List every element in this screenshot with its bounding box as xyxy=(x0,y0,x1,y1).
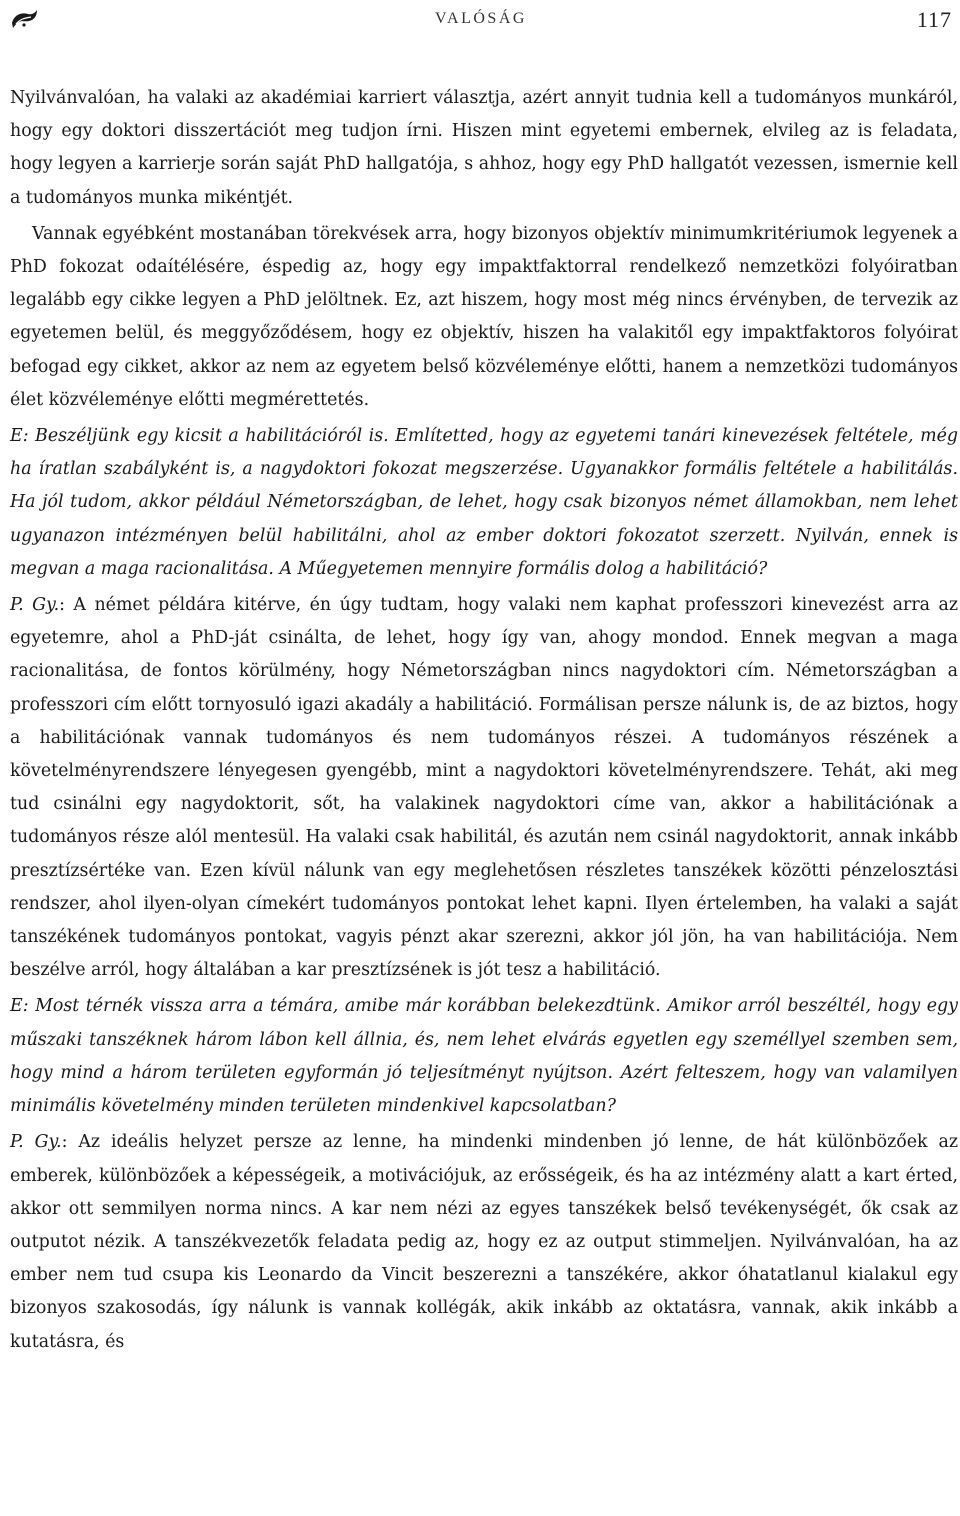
page-number: 117 xyxy=(916,7,952,32)
paragraph-2 xyxy=(10,218,958,417)
paragraph-1 xyxy=(10,82,958,215)
answer-text: : Az ideális helyzet persze az lenne, ha mindenki mindenben jó lenne, de hát különbözőek az emberek, különbözőek a képességeik, a motivációjuk, az erősségeik, és ha az intézmény alatt a kart érted, akkor ott semmilyen norma nincs. A kar nem nézi az egyes tanszékek belső tevékenységét, ők csak az outputot nézik. A tanszékvezetők feladata pedig az, hogy ez az output stimmeljen. Nyilvánvalóan, ha az ember nem tud csupa kis Leonardo da Vincit beszerezni a tanszékére, akkor óhatatlanul kialakul egy bizonyos szakosodás, így nálunk is vannak kollégák, akik inkább az oktatásra, vannak, akik inkább a kutatásra, és xyxy=(10,1132,958,1352)
speaker-label: P. Gy. xyxy=(10,595,60,616)
paragraph-text: Vannak egyébként mostanában törekvések arra, hogy bizonyos objektív minimumkritériumok legyenek a PhD fokozat odaítélésére, éspedig az, hogy egy impaktfaktorral rendelkező nemzetközi folyóiratban legalább egy cikke legyen a PhD jelöltnek. Ez, azt hiszem, hogy most még nincs érvényben, de tervezik az egyetemen belül, és meggyőződésem, hogy ez objektív, hiszen ha valakitől egy impaktfaktoros folyóirat befogad egy cikket, akkor az nem az egyetem belső közvéleménye előtti, hanem a nemzetközi tudományos élet közvéleménye előtti megmérettetés. xyxy=(10,223,958,410)
speaker-label: P. Gy. xyxy=(10,1132,62,1153)
running-title: VALÓSÁG xyxy=(435,10,527,27)
page-body xyxy=(10,82,958,1362)
question-text: E: Beszéljünk egy kicsit a habilitációról is. Említetted, hogy az egyetemi tanári kinevezések feltétele, még ha íratlan szabályként is, a nagydoktori fokozat megszerzése. Ugyanakkor formális feltétele a habilitálás. Ha jól tudom, akkor például Németországban, de lehet, hogy csak bizonyos német államokban, nem lehet ugyanazon intézményen belül habilitálni, ahol az ember doktori fokozatot szerzett. Nyilván, ennek is megvan a maga racionalitása. A Műegyetemen mennyire formális dolog a habilitáció? xyxy=(10,426,958,579)
interviewee-answer-1 xyxy=(10,589,958,987)
answer-text: : A német példára kitérve, én úgy tudtam, hogy valaki nem kaphat professzori kinevezést arra az egyetemre, ahol a PhD-ját csinálta, de lehet, hogy így van, ahogy mondod. Ennek megvan a maga racionalitása, de fontos körülmény, hogy Németországban nincs nagydoktori cím. Németországban a professzori cím előtt tornyosuló igazi akadály a habilitáció. Formálisan persze nálunk is, de az biztos, hogy a habilitációnak vannak tudományos és nem tudományos részei. A tudományos részének a követelményrendszere lényegesen gyengébb, mint a nagydoktori követelményrendszere. Tehát, aki meg tud csinálni egy nagydoktorit, sőt, ha valakinek nagydoktori címe van, akkor a habilitációnak a tudományos része alól mentesül. Ha valaki csak habilitál, és azután nem csinál nagydoktorit, annak inkább presztízsértéke van. Ezen kívül nálunk van egy meglehetősen részletes tanszékek közötti pénzelosztási rendszer, ahol ilyen-olyan címekért tudományos pontokat lehet kapni. Ilyen értelemben, ha valaki a saját tanszékének tudományos pontokat, vagyis pénzt akar szerezni, akkor jól jön, ha van habilitációja. Nem beszélve arról, hogy általában a kar presztízsének is jót tesz a habilitáció. xyxy=(10,595,958,981)
running-head xyxy=(10,6,952,36)
interviewer-question-1 xyxy=(10,420,958,586)
question-text: E: Most térnék vissza arra a témára, amibe már korábban belekezdtünk. Amikor arról beszéltél, hogy egy műszaki tanszéknek három lábon kell állnia, és, nem lehet elvárás egyetlen egy személlyel szemben sem, hogy mind a három területen egyformán jó teljesítményt nyújtson. Azért felteszem, hogy van valamilyen minimális követelmény minden területen mindenkivel kapcsolatban? xyxy=(10,996,958,1117)
interviewee-answer-2 xyxy=(10,1126,958,1358)
paragraph-text: Nyilvánvalóan, ha valaki az akadémiai karriert választja, azért annyit tudnia kell a tudományos munkáról, hogy egy doktori disszertációt meg tudjon írni. Hiszen mint egyetemi embernek, elvileg az is feladata, hogy legyen a karrierje során saját PhD hallgatója, s ahhoz, hogy egy PhD hallgatót vezessen, ismernie kell a tudományos munka mikéntjét. xyxy=(10,88,958,208)
interviewer-question-2 xyxy=(10,990,958,1123)
